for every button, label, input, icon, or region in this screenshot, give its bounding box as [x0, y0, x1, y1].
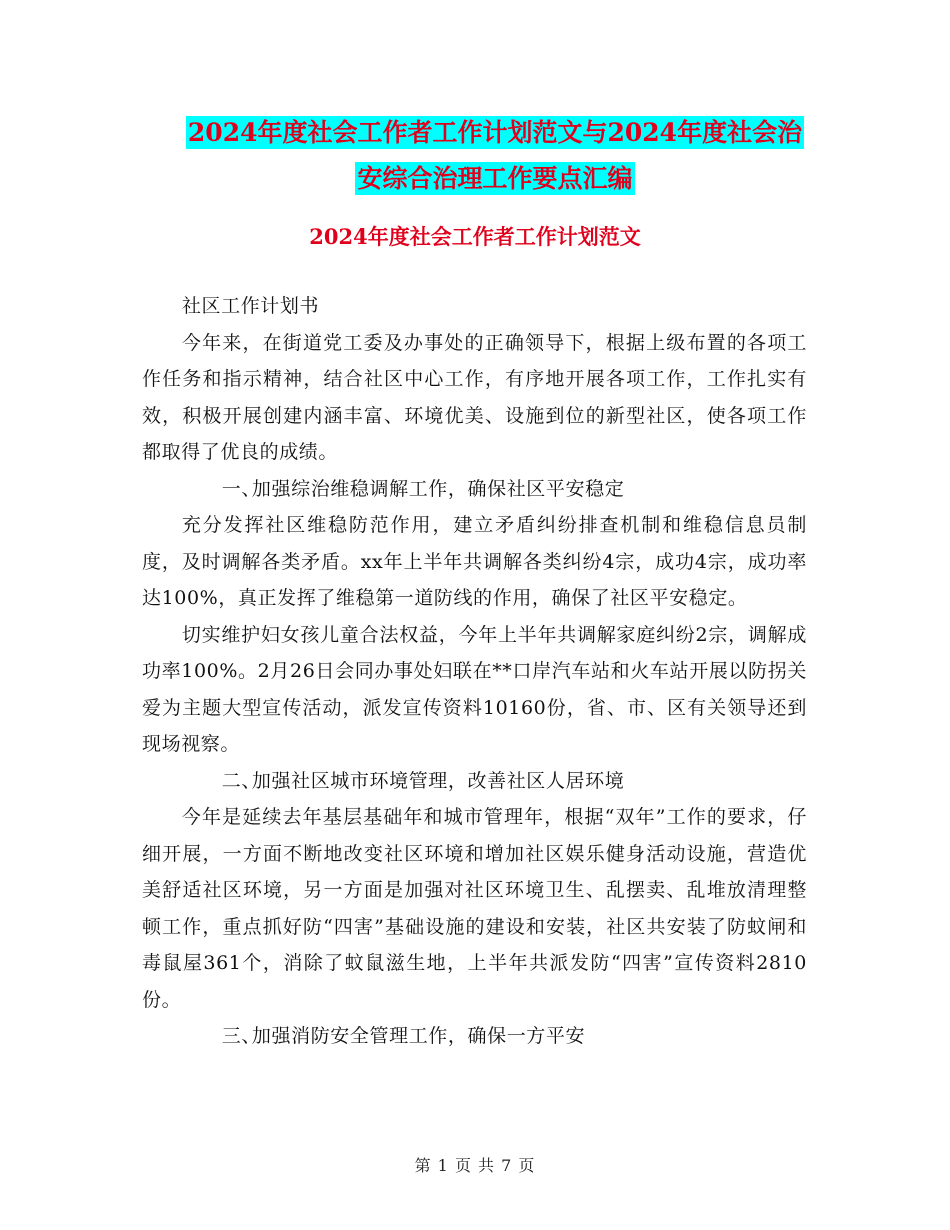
paragraph-mediation: 充分发挥社区维稳防范作用，建立矛盾纠纷排查机制和维稳信息员制度，及时调解各类矛盾。xx年上半年共调解各类纠纷4宗，成功4宗，成功率达100%，真正发挥了维稳第一道防线的作用，确保了社区平安稳定。	[142, 514, 807, 609]
main-title-line-1: 2024年度社会工作者工作计划范文与2024年度社会治	[187, 118, 803, 147]
heading-1-number: 一、	[221, 477, 261, 500]
document-body	[142, 288, 807, 1055]
heading-2-text: 加强社区城市环境管理，改善社区人居环境	[251, 769, 625, 792]
heading-1	[142, 471, 807, 508]
main-title-line-2: 安综合治理工作要点汇编	[357, 164, 633, 193]
document-main-title	[140, 110, 850, 202]
heading-2-number: 二、	[221, 769, 261, 792]
heading-2	[142, 763, 807, 800]
heading-3-number: 三、	[221, 1025, 261, 1047]
paragraph-plan-title: 社区工作计划书	[181, 295, 320, 317]
paragraph-environment: 今年是延续去年基层基础年和城市管理年，根据“双年”工作的要求，仔细开展，一方面不断地改变社区环境和增加社区娱乐健身活动设施，营造优美舒适社区环境，另一方面是加强对社区环境卫生、乱摆卖、乱堆放清理整顿工作，重点抓好防“四害”基础设施的建设和安装，社区共安装了防蚊闸和毒鼠屋361个，消除了蚊鼠滋生地，上半年共派发防“四害”宣传资料2810份。	[142, 806, 807, 1011]
paragraph-intro: 今年来，在街道党工委及办事处的正确领导下，根据上级布置的各项工作任务和指示精神，结合社区中心工作，有序地开展各项工作，工作扎实有效，积极开展创建内涵丰富、环境优美、设施到位的新型社区，使各项工作都取得了优良的成绩。	[142, 331, 807, 463]
heading-3-text: 加强消防安全管理工作，确保一方平安	[251, 1025, 586, 1047]
heading-3	[142, 1018, 807, 1055]
page-footer: 第 1 页 共 7 页	[414, 1156, 536, 1175]
heading-1-text: 加强综治维稳调解工作，确保社区平安稳定	[251, 477, 625, 500]
paragraph-women-children: 切实维护妇女孩儿童合法权益，今年上半年共调解家庭纠纷2宗，调解成功率100%。2月26日会同办事处妇联在**口岸汽车站和火车站开展以防拐关爱为主题大型宣传活动，派发宣传资料10160份，省、市、区有关领导还到现场视察。	[142, 623, 807, 755]
section-title: 2024年度社会工作者工作计划范文	[309, 224, 641, 249]
